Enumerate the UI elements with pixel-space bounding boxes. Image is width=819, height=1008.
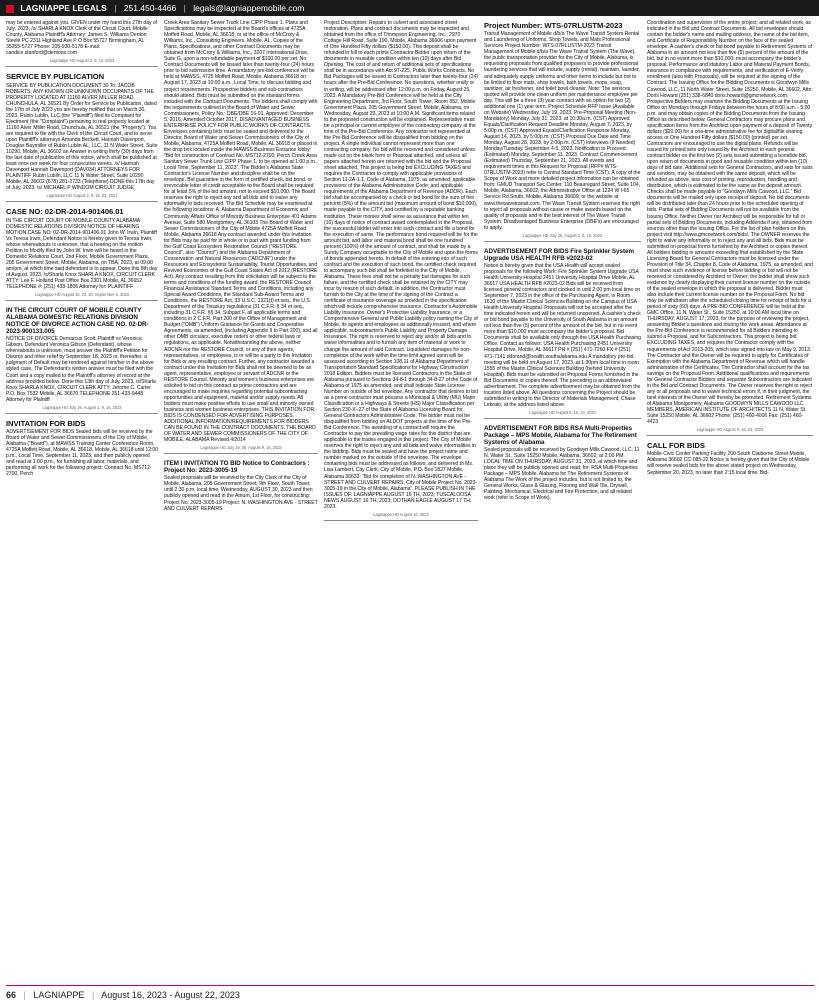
legal-notice — [6, 307, 158, 414]
notice-heading: INVITATION FOR BIDS — [6, 418, 86, 428]
notice-credit: Lagniappe HD August 9, 16, 23, 2023 — [484, 410, 641, 419]
legal-notice — [6, 20, 158, 67]
separator: | — [23, 990, 26, 1000]
notice-body: Transit Management of Mobile d/b/a The Wave Transit System Rental and Laundering of Uniforms, Shop Towels, and Mats Professional Services Project Number: WTS-07RLUSTM-2023 Transit Management of Mobile d/b/a The Wave Transit System (The Wave), the public transportation provider for the City of Mobile, Alabama, is requesting proposals from qualified proposers to provide professional laundering services that will include, supply (rental), maintain, launder, and adequately supply uniforms and other items to include but not to be limited to floor mats, shop towels, bath towels, mops, soap, sanitizer, air freshener, and toilet bowl cleaner. Note: The services quoted will provide one clean uniform per maintenance employee per day. This will be a three (3) year contract with an option for two (2) additional one (1) year term. Project Schedule RFP Issue (Available on Website) Wednesday, July 19, 2023. Pre-Proposal Meeting (Non-Mandatory) Monday, July 31, 2023, at 10:30a.m. (CST) Approved Equals/Clarification Request Deadline Monday, August 7, 2023, by 5:00p.m. (CST) Approved Equals/Clarification Response Monday, August 14, 2023, by 5:00p.m. (CST) Proposal Due Date and Time Monday, August 28, 2023, by 2:00p.m. (CST) Interviews (If Needed) Monday/Tuesday, September 4-5, 2023. Notification to Proceed (Estimated) Monday, September 11, 2023. Contract Commencement (Estimated) Thursday, September 21, 2023. All events and requirement times in this Request for Proposal (RFP# WTS-07RLUSTM-2023) refer to Central Standard Time (CST). A copy of the Scope of Work and more detailed project information can be obtained from: GMUD Transport Sec Center, 110 Beauregard Street, Suite 104, Mobile, Alabama, 36602, the Administrative Office at 1224 W I-65 Service Rd South, Mobile, Alabama 36609, or the website at www.thewavetransit.com. The Wave Transit System reserves the right to reject all proposals without cause or make awards based on the quality of proposals and in the best interest of The Wave Transit System. Disadvantaged Business Enterprise (DBE's) are encouraged to apply. — [484, 31, 641, 231]
separator: | — [91, 990, 95, 1000]
notice-credit: Lagniappe HD July 26, August 2, 9, 16, 2023 — [484, 233, 641, 242]
legal-notice — [647, 20, 813, 436]
notice-credit: Lagniappe HD July 26, August 2, 9, 16, 2023 — [6, 405, 158, 414]
legal-notice — [484, 22, 641, 242]
notice-credit: Lagniappe HD August 16, 23, 30, September 6, 2023 — [6, 292, 158, 301]
notice-body: Sealed proposals will be received by the City Clerk of the City of Mobile, Alabama, 205 Government Street, 9th Floor, South Tower, until 2:30 p.m. local time, Wednesday, AUGUST 30, 2023 and then publicly opened and read in the Atrium, 1st Floor, for constructing: Project No: 2023-3005-19 Project: N. WASHINGTON AVE - STREET AND CULVERT REPAIRS — [164, 475, 318, 512]
notice-credit: Lagniappe HD August 16, 2023 — [324, 512, 478, 521]
footer-publication: LAGNIAPPE — [33, 990, 85, 1000]
brand-square-icon — [6, 5, 14, 13]
notice-heading: ADVERTISEMENT FOR BIDS RSA Multi-Properties Package – MPS Mobile, Alabama for The Retirement Systems of Alabama — [484, 424, 637, 446]
notice-credit: Lagniappe HD July 19, 26, August 9, 16, 2023 — [164, 445, 318, 454]
separator: | — [183, 3, 186, 13]
notice-body: Notice is hereby given that the USA Health will accept sealed proposals for the following Work: Fire Sprinkler System Upgrade USA Health University Hospital 2451 University Hospital Drive Mobile, AL 36617 USA HEALTH RFB #2023-02 Bids will be received from licensed general contractors and clocked in until 2:00 pm local time on September 7, 2023 in the office of the Purchasing Agent, in Room 1610 of the Mastin Clinical Sciences Building on the Campus of USA Health University Hospital. Proposals will not be accepted after the time indicated herein and will be returned unopened. A cashier's check or bid bond payable to the University of South Alabama in an amount not less than five (5) percent of the amount of the bid, but in no event more than $10,000 must accompany the bidder's proposal. Bid Documents shall be available only through the USA Health Purchasing Office. Contact as follows: USA Health Purchasing 2451 University Hospital Drive, Mobile, AL 36617 PH # (251) 471-7260 FX # (251) 471-7141 ddorand@health.southalabama.edu A mandatory pre-bid meeting will be held on August 17, 2023, at 1:30pm local time in room 1555 of the Mastin Clinical Sciences Building (behind University Hospital). Bids must be submitted on Proposal Forms furnished in the Bid Documents or copies thereof. The preceding is an abbreviated advertisement. The complete advertisement may be obtained from the location listed above. All questions concerning the Project should be submitted in writing to the Director of Materials Management, Chase Lebrato, at the address listed above. — [484, 262, 641, 408]
legal-notice — [164, 20, 318, 454]
notice-heading: CALL FOR BIDS — [647, 441, 705, 451]
notice-body: ADVERTISEMENT FOR BIDS Sealed bids will be received by the Board of Water and Sewer Commissioners of the City of Mobile, Alabama ("Board"), at MAWSS Training Center Conference Room, 4725A Moffett Road, Mobile, AL 36618, Mobile, AL 36618 until 12:00 p.m., Local Time, September 11, 2023, and then publicly opened and read at 1:00 p.m., for furnishing all labor, materials, and performing all work for the following project: Contract No. MS712-2700, Perch — [6, 429, 158, 478]
legal-notice — [484, 248, 641, 419]
legal-notice — [6, 208, 158, 301]
notice-credit: Lagniappe HD August 2, 9, 16, 2023 — [6, 58, 158, 67]
legal-notice — [324, 20, 478, 521]
legal-notice — [6, 73, 158, 202]
publication-label: LAGNIAPPE LEGALS — [20, 3, 107, 13]
column-1 — [6, 20, 158, 980]
notice-body: Project Description: Repairs to culvert and associated street restoration. Plans and contract documents may be inspected and obtained from the office of Thompson Engineering, Inc., 2970 Cottage Hill Road, Suite 190, Mobile, Alabama 36606 upon payment of One Hundred Fifty dollars ($150.00). This deposit shall be refunded in full to each prime Contractor Bidder upon return of the documents in reusable condition within ten (10) days after Bid Opening. The cost of and return of additional sets of specifications shall be in accordance with Act 97-225, Public Works Contracts. No Bid Packages will be issued to Contractors later than twenty-four (24) hours after the Pre-Bid Conference. No questions, whether orally or in writing, will be addressed after 12:00 p.m. on Friday, August 25, 2023. A Mandatory Pre-Bid Conference will be held at the City Engineering Department, 3rd Floor, South Tower, Room 352, Mobile Government Plaza, 205 Government Street, Mobile, Alabama, on Wednesday, August 23, 2023 at 10:00 A.M. Significant items related to the proposed construction will be explained. Representative must be a principal or current employee of the contracting company at the time of the Pre-Bid Conference. Any contractor not represented at the Pre-Bid Conference will be disqualified from bidding on the project. A single individual cannot represent more than one contracting company. No bid will be received and considered unless made out on the blank form or Proposal attached, and unless all papers attached hereto are returned with the bid and the Proposal sheet attached. This project is being bid EXCLUDING TAXES and requires the Contractor to comply with applicable provisions of Section 11-2A-1.1, Code of Alabama, 1975, as amended; applicable provisions of the Alabama Administrative Code; and applicable requirements of the Alabama Department of Revenue (ADOR). Each bid shall be accompanied by a check or bid bond for the sum of five percent (5%) of the amount bid (maximum amount of bond $10,000), made payable to the CITY, and certified by a reputable banking institution. These monies shall serve as assurance that within ten (10) days of notice of contract award contemplated in the Proposal, the successful bidder will enter into such contract and file a bond for the execution of same. The performance bond required will be for the amount bid, and labor and material bond shall be one hundred percent (100%) of the amount of contract, and shall be made by a Surety Company acceptable to the City of Mobile and upon the forms of bonds appended hereto. In default of the entering into of such contract and the execution of such bond, the certified check required to accompany such bid shall be forfeited to the City of Mobile, Alabama. These fees shall not be a penalty but damages for such failure, and the certified check shall be retained by the CITY may incur by reason of such default. In addition, the Contractor must furnish to the City at the time of the signing of the Contract a certificate of insurance coverage as provided in the specification which will include comprehensive insurance, Contractor's Automobile Liability Insurance, Owner's Protective Liability Insurance, or a Comprehensive General and Public Liability policy naming the City of Mobile, its agents and employees as additionally insured, and where applicable, subcontractor's Public Liability and Property Damage Insurance. The right is reserved to reject any and/or all bids and to waive informalities and to furnish any item of material or work to change the amount of said Contract. Liquidated damages for non-completion of the work within the time limit agreed upon will be assessed according to Section 108.11 of Alabama Department of Transportation Standard Specifications for Highway Construction 2018 Edition. Bidders must be licensed Contractors in the State of Alabama pursuant to Sections 34-8-1 through 34-8-27 of the Code of Alabama of 1975 as amended, and shall indicate State License Number on outside of bid envelope. Any contractor that desires to bid as a prime contractor must possess a Municipal & Utility (MU) Major Classification or a Highways & Streets (HS) Major Classification per Section 230-X-.27 of the State of Alabama Licensing Board for General Contractors Administrative Code. The bidder must not be disqualified from bidding on ALDOT projects at the time of the Pre-Bid Conference. The awarding of a contract will require the Contractor to pay the prevailing wage rates for this district that are applicable to the trades engaged in this project. The City of Mobile reserves the right to reject any and all bids and waive informalities in the bidding. Bids must be sealed and have the project name and number marked on the outside of the envelope. The envelope containing bids must be addressed as follows, and delivered to Ms. Lisa Lambert, City Clerk; City of Mobile, P.O. Box 1827 Mobile, Alabama 36633: "Bid for completion of N. WASHINGTON AVE - STREET AND CULVERT REPAIRS, City of Mobile Project No. 2023-3005-19 in the City of Mobile, Alabama". PLEASE PUBLISH IN THE ISSUES OF: LAGNIAPPE AUGUST 16 TH, 2023; TUSCALOOSA NEWS AUGUST 16 TH, 2023; DOTHAN EAGLE AUGUST 17 TH, 2023. — [324, 20, 478, 510]
notice-body: may be entered against you. GIVEN under my hand this 27th day of July, 2023. /s/ SHARLA KNOX Clerk of the Circuit Court, Mobile County, Alabama Plaintiff's Attorney: James S. Williams Denton Steele PC 2311 Highland Ave P O Box 55727 Birmingham, AL 35255-5727 Phone: 205-930-5178 E-mail: candice.stanford@dentons.com — [6, 20, 158, 57]
page-number: 66 — [6, 990, 17, 1000]
notice-credit: Lagniappe HD August 2, 9, 16, 23, 2023 — [6, 193, 158, 202]
column-3 — [324, 20, 478, 980]
footer-bar — [6, 985, 814, 1003]
notice-heading: ITEM I INVITATION TO BID Notice to Contractors : Project No: 2023-3005-19 — [164, 460, 310, 475]
footer-dates: August 16, 2023 - August 22, 2023 — [101, 990, 240, 1000]
notice-heading: IN THE CIRCUIT COURT OF MOBILE COUNTY ALABAMA DOMESTIC RELATIONS DIVISION NOTICE OF DIVORCE ACTION CASE NO. 02-DR-2023-900133.005 — [6, 307, 149, 336]
notice-heading: ADVERTISEMENT FOR BIDS Fire Sprinkler System Upgrade USA HEALTH RFB #2023-02 — [484, 247, 635, 262]
phone-number: 251.450-4466 — [123, 3, 177, 13]
notice-heading: SERVICE BY PUBLICATION — [6, 72, 105, 82]
column-2 — [164, 20, 318, 980]
column-4 — [484, 20, 641, 980]
legal-notices-page — [6, 20, 814, 980]
notice-body: Mobile Civic Center Parking Facility 200 South Claiborne Street Mobile, Alabama 36602 CC-085-22 Notice is hereby given that the City of Mobile will receive sealed bids for the above stated project on Wednesday, September 20, 2023, no later than 2:15 local time. Bid- — [647, 451, 810, 476]
notice-body: Coordination and supervision of the entire project; and all related work, as indicated in the Bid and Contract Documents. All bid envelopes should contain the bidder's name and mailing address, the name of the bid item, and Certificate of Responsibility Number on the face of the sealed envelope. A cashier's check or bid bond payable to Retirement Systems of Alabama in an amount not less than five (5) percent of the amount of the bid, but in no event more than $10,000, must accompany the bidder's proposal. Performance and statutory Labor and Material Payment Bonds, insurance in compliance with requirements, and verification of E-Verify enrollment (also with Proposals), will be required at the signing of the Contract. The Issuing Office for the Bidding Documents is Goodwyn Mills Cawood, LLC, 11 North Water Street, Suite 15250, Mobile, AL 36602, Attn: Doris Howard (251) 338-6840 doris.howard@gmcnetwork.com. Prospective Bidders may examine the Bidding Documents at the Issuing Office on Mondays through Fridays between the hours of 8:00 a.m. - 5:00 p.m. and may obtain copies of the Bidding Documents from the Issuing Office as described below. General Contractors may procure plans and specification items from the Architect upon payment of a deposit of Twenty dollars ($20.00) for a one-time administrative fee for digital/file sharing access or One Hundred Fifty dollars ($150.00) (printed) per set. Contractors are encouraged to use the digital plans. Refunds will be issued for printed sets only issued by the Architect to each general contract bidder on the first two (2) sets issued submitting a bonafide bid, upon return of documents in good and reusable condition within ten (10) days of bid date. Additional sets for General Contractors, and sets for subs and vendors, may be obtained with the same deposit, which will be refunded as above, less cost of printing, reproduction, handling and distribution, which is estimated to be the same as the deposit amount. Checks shall be made payable to "Goodwyn Mills Cawood, LLC." Bid documents will be mailed only upon receipt of deposit. No bid documents will be distributed later than 24 hours prior to the scheduled opening of bids. Partial sets of Bidding Documents will not be available from the Issuing Office. Neither Owner nor Architect will be responsible for full or partial sets of Bidding Documents, including Addenda if any, obtained from sources other than the Issuing Office. For the list of plan holders on this project visit http://www.gmcnetwork.com/bids/. The OWNER reserves the right to waive any informality or to reject any and all bids. Bids must be submitted on proposal forms furnished by the Architect or copies thereof. All bidders bidding in amounts exceeding that established by the State Licensing Board for General Contractors must be licensed under the Provision of Title 34, Chapter 8, Code of Alabama, 1975, as amended, and must show such evidence of license before bidding or bid will not be received or considered by Architect or Owner; the bidder shall show such evidence by clearly displaying their current license number on the outside of the sealed envelope in which the proposal is delivered. Bidder must also include their current license number on the Proposal Form. No bid may be withdrawn after the scheduled closing time for receipt of bids for a period of sixty (60) days. A PRE-BID CONFERENCE will be held at the GMC Office, 11 N. Water St., Suite 15250, at 10:00 AM local time on THURSDAY, AUGUST 17, 2023, for the purpose of reviewing the project, answering Bidder's questions and touring the work areas. Attendance at the Pre-Bid Conference is recommended for all Bidders intending to submit a Proposal, and for Subcontractors. This project is being bid EXCLUDING TAXES, and requires the Contractor comply with the requirements of Act 2013-205, which was signed into law on May 9, 2013. The Contractor and the Owner will be required to apply for Certificates of Exemption with the Alabama Department of Revenue which will handle administration of the Certificates. The Contractor shall account for the tax savings on the Proposal Form. Additional qualifications and requirements for General Contractor Bidders and separate Subcontractors are indicated in the Bid and Contract Documents. The Owner reserves the right to reject any or all proposals and to waive technical errors if, in their judgment, the best interests of the Owner will thereby be promoted. Retirement Systems of Alabama Montgomery, Alabama GOODWYN MILLS CAWOOD LLC MEMBERS, AMERICAN INSTITUTE OF ARCHITECTS 11 N. Water St. Suite 15250 Mobile, AL 36602 Phone: (251) 460-4006 Fax: (251) 460-4423 — [647, 20, 813, 426]
notice-credit: Lagniappe HD August 9, 16, 23, 2023 — [647, 427, 813, 436]
separator: | — [114, 3, 117, 13]
notice-body: Sealed proposals will be received by Goodwyn Mills Cawood, LLC, 11 N. Water St., Suite 15250 Mobile, Alabama, 36602; at 2:00 PM LOCAL TIME ON THURSDAY, AUGUST 31, 2023, at which time and place they will be publicly opened and read, for: RSA Multi-Properties Package – MPS Mobile, Alabama for The Retirement Systems of Alabama The Work of the project includes, but is not limited to, the General Works, Glass & Glazing, Flooring and Wall Tile, Drywall, Painting, Mechanical, Electrical and Fire Protection, and all related work (refer to Scope of Work). — [484, 446, 640, 502]
notice-body: Creek Area Sanitary Sewer Trunk Line CIPP Phase 1. Plans and Specifications may be inspected at the Board's offices at 4725A Moffett Road, Mobile, AL 36618; or at the office of McCrory & Williams, Inc., Consulting Engineers, Mobile, AL. Copies of the Plans, Specifications, and other Contract Documents may be obtained from McCrory & Williams, Inc., 3207 International Drive, Suite G, upon a non-refundable payment of $100.00 per set. No Contract Documents will be issued later than twenty-four (24) hours prior to bid submission time. A mandatory pre-bid conference will be held at MAWSS, 4725 Moffett Road, Mobile, Alabama 36618 on August 17, 2023 at 10:00 a.m., Local Time, to discuss bidding and project requirements. Prospective bidders and sub-contractors should attend. Bids must be submitted on the standard forms included with the Contract Documents. The bidders shall comply with the requirements outlined in the Board of Water and Sewer Commissioners, Policy No.: DBE/DBE 16-01, Approved: December 5, 2016, Amended October 2017, DISADVANTAGED BUSINESS ENTERPRISE POLICY FOR PUBLIC WORKS OF CONTRACTS. Envelopes containing bids must be sealed and delivered to the Director, Board of Water and Sewer Commissioners of the City of Mobile, Alabama, 4725A Moffett Road, Mobile, AL 36618 or placed in the drop box located inside the MAWSS Business Entrance lobby: "Bid for construction of Contract No. MS712-2700, Perch Creek Area Sanitary Sewer Trunk Line CIPP Phase 1, to be opened at 1:00 p.m., Local Time, September 11, 2023". The Bidder's Alabama State Contractor's License Number and discipline shall be on the envelope. Bid guarantee in the form of certified check, bid bond, or irrevocable letter of credit acceptable to the Board shall be required for at least 5% of the bid amount, not to exceed $10,000. The Board reserves the right to reject any and all bids and to waive any informality in bids received. The Bid Schedule may be examined at the following locations: A. Alabama Department of Economic and Community Affairs Office of Minority Business Enterprise 401 Adams Avenue, Suite 580 Montgomery, AL 36103 The Board of Water and Sewer Commissioners of the City of Mobile 4725A Moffett Road Mobile, Alabama 36618 Any contract awarded under this Invitation for Bids may be paid for in whole or in part with grant funding from the Gulf Coast Ecosystem Restoration Council ("RESTORE Council", also "Council") and the Alabama Department of Conservation and Natural Resources ("ADCNR") under the Resources and Ecosystems Sustainability, Tourist Opportunities, and Revived Economies of the Gulf Coast States Act of 2012 (RESTORE Act). Any contract resulting from this solicitation will be subject to the terms and conditions of the funding award, the RESTORE Council Financial Assistance Standard Terms and Conditions, including any Special Award Conditions, the Standard Sub-Award Terms and Conditions, the RESTORE Act, 33 U.S.C. 1321(t) et seq., the U.S. Department of the Treasury regulations (31 C.F.R. § 34 et seq., including 31 C.F.R. §§ 34, Subpart F, all applicable terms and conditions in 2 C.F.R. Part 200 of the Office of Management and Budget ("OMB") Uniform Guidance for Grants and Cooperative Agreements, as amended, (including Appendix II to Part 200), and all other OMB circulars, executive orders or other federal laws or regulations, as applicable. Notwithstanding the above, neither ADCNR nor the RESTORE Council, or any of their agents, representatives, or employees, is or will be a party to this Invitation for Bids or any resulting contract. Further, any contractor awarded a contract under this Invitation for Bids shall not be deemed to be an agent, representative, employee or servant of ADCNR or the RESTORE Council. Minority and women's business enterprises are solicited to bid on this contract as prime contractors and are encouraged to make inquiries regarding potential subcontracting opportunities and equipment, material and/or supply needs. All bidders must make positive efforts to use small and minority owned business and women business enterprises. THIS INVITATION FOR BIDS IS CONDENSED FOR ADVERTISING PURPOSES. ADDITIONAL INFORMATION/REQUIREMENTS FOR BIDDERS CAN BE FOUND IN THE CONTRACT DOCUMENTS. THE BOARD OF WATER AND SEWER COMMISSIONERS OF THE CITY OF MOBILE, ALABAMA Revised 4/2014 — [164, 20, 318, 444]
notice-body: SERVICE BY PUBLICATION DOCUMENT 30 To: JACOB ROBERTS, ANY KNOWN OR UNKNOWN OCCUPANTS OF THE PROPERTY LOCATED AT 11160 ALVER MILLER ROAD, CHUNCHULA, AL 36521 By Order for Service by Publication, dated the 17th of July 2023 you are hereby notified that on March 30, 2023, Rubin Lublin, LLC (the "Plaintiff") filed its Complaint for Ejectment (the "Complaint") pertaining to real property located at 11160 Alver Miller Road, Chunchula, AL 36521 (the "Property"). You are required to file with the Clerk of the Circuit Court, and to serve upon Plaintiff's attorneys Amanda Beckett, Hannah Davenport, Douglas Baymiller of Rubin Lublin AL, LLC, 11 N Water Street, Suite 10290, Mobile, AL 36602 an Answer in writing thirty (30) days from the last date of publication of this notice, which shall be published at least once per week for four consecutive weeks. /s/ Hannah Davenport Hannah Davenport (DAV034) ATTORNEYS FOR PLAINTIFF Rubin Lublin, LLC 11 N Water Street, Suite 10290 Mobile, AL 36602 (678) 281-2733 (Telephone) DONE this 17th day of July, 2023. /s/ MICHAEL P WINDOM CIRCUIT JUDGE — [6, 82, 158, 192]
notice-body: NOTICE OF DIVORCE Demarcus Scott, Plaintiff vs Veronica Gibson, Defendant Veronica Gibson (Defendant), whose whereabouts is unknown, must answer the Plaintiff's Petition for Divorce and other relief by September 18, 2023 or, thereafter, a judgment of Default may be rendered against him/her in the above styled case. The Defendant's written answer must be filed with the Court and a copy mailed to the Plaintiff's attorney of record at the address provided below. Done this 13th day of July, 2023. /s/Sharla Knox SHARLA KNOX, CIRCUIT CLERK ATTY: Jerome C. Carter P.O. Box 7532 Mobile, AL 36670 TELEPHONE 251-433-9448 Attorney for Plaintiff — [6, 336, 156, 403]
legal-notice — [6, 420, 158, 478]
legal-notice — [164, 460, 318, 511]
legal-notice — [484, 425, 641, 501]
notice-heading: Project Number: WTS-07RLUSTM-2023 — [484, 21, 623, 30]
notice-body: IN THE CIRCUIT COURT OF MOBILE COUNTY ALABAMA DOMESTIC RELATIONS DIVISION NOTICE OF HEARING MOTION CASE NO: 02-DR-2014-901406.01 John W. Irwin, Plaintiff Vs Teresa Irwin, Defendant Notice is hereby given to Teresa Irwin, whose whereabouts is unknown, that a hearing on the motion Petition to Modify filed by John W. Irwin will be heard in the Domestic Relations Court, 2nd Floor, Mobile Government Plaza, 205 Government Street, Mobile, Alabama, on TBA, 2023, at 09:00 am/pm, at which time said defendant is to appear. Done this 8th day of August, 2023. /s/Sharla Knox SHARLA KNOX, CIRCUIT CLERK ATTY: Lee F. Holland Post Office Box 2301 Mobile, AL 36652 TELEPHONE #: (251) 433-1806 Attorney for: PLAINTIFF — [6, 217, 158, 291]
column-5 — [647, 20, 813, 980]
legal-notice — [647, 442, 813, 475]
email-address: legals@lagniappemobile.com — [193, 3, 305, 13]
notice-heading: CASE NO: 02-DR-2014-901406.01 — [6, 207, 124, 217]
header-bar — [0, 0, 819, 16]
